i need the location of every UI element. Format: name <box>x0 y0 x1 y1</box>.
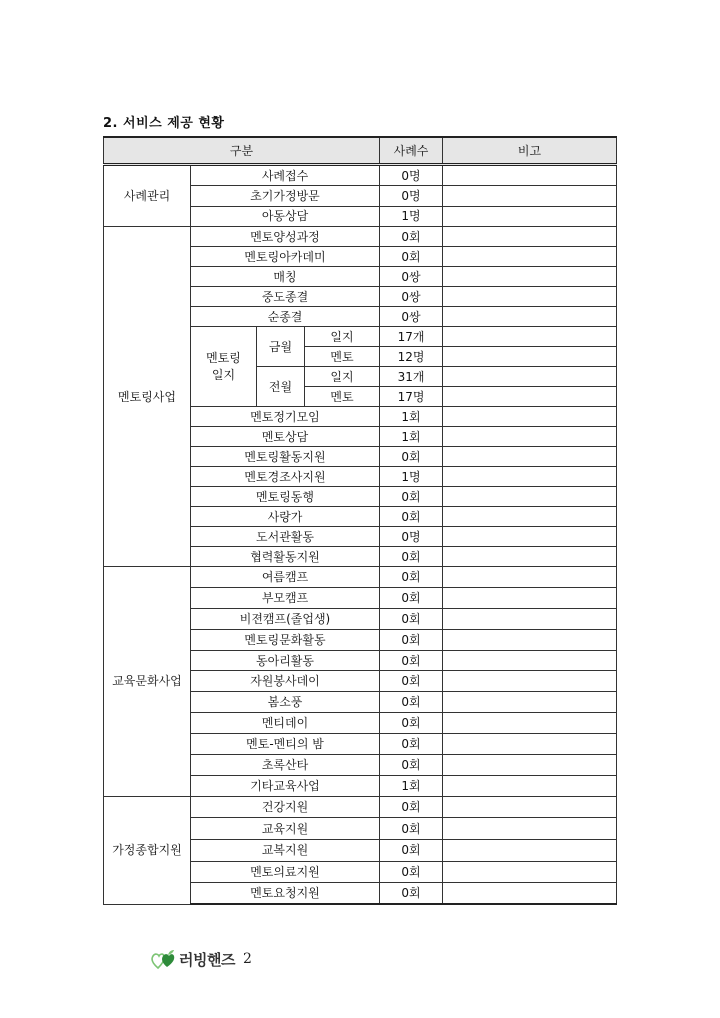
item-note <box>443 775 617 796</box>
table-row <box>104 227 617 247</box>
item-label: 멘토정기모임 <box>191 407 380 427</box>
item-label: 멘토링활동지원 <box>191 447 380 467</box>
item-count: 0쌍 <box>380 307 443 327</box>
item-note <box>443 267 617 287</box>
item-note <box>443 206 617 227</box>
item-label: 아동상담 <box>191 206 380 227</box>
item-label: 매칭 <box>191 267 380 287</box>
category-family: 가정종합지원 <box>104 796 191 904</box>
page-number: 2 <box>242 951 252 967</box>
item-label: 멘토의료지원 <box>191 861 380 883</box>
item-count: 0쌍 <box>380 267 443 287</box>
logo-text: 러빙핸즈 <box>179 950 235 969</box>
item-count: 0명 <box>380 527 443 547</box>
month-label: 금월 <box>257 327 305 367</box>
item-count: 0회 <box>380 629 443 650</box>
item-count: 0회 <box>380 692 443 713</box>
item-count: 0명 <box>380 186 443 207</box>
item-count: 0회 <box>380 671 443 692</box>
item-note <box>443 650 617 671</box>
item-count: 0회 <box>380 861 443 883</box>
item-label: 순종결 <box>191 307 380 327</box>
item-label: 일지 <box>305 367 380 387</box>
item-note <box>443 713 617 734</box>
item-label: 여름캠프 <box>191 567 380 588</box>
item-label: 초기가정방문 <box>191 186 380 207</box>
item-note <box>443 287 617 307</box>
item-label: 중도종결 <box>191 287 380 307</box>
category-mentoring: 멘토링사업 <box>104 227 191 567</box>
item-label: 비젼캠프(졸업생) <box>191 608 380 629</box>
item-note <box>443 527 617 547</box>
item-label: 도서관활동 <box>191 527 380 547</box>
item-note <box>443 608 617 629</box>
item-label: 교복지원 <box>191 839 380 861</box>
item-count: 0회 <box>380 650 443 671</box>
item-label: 자원봉사데이 <box>191 671 380 692</box>
month-label: 전월 <box>257 367 305 407</box>
header-category: 구분 <box>104 137 380 165</box>
table-header-row <box>104 137 617 165</box>
item-label: 멘토링문화활동 <box>191 629 380 650</box>
item-count: 31개 <box>380 367 443 387</box>
item-label: 멘티데이 <box>191 713 380 734</box>
service-table <box>103 136 617 905</box>
item-count: 1회 <box>380 407 443 427</box>
item-count: 0회 <box>380 713 443 734</box>
item-count: 0회 <box>380 507 443 527</box>
item-label: 멘토요청지원 <box>191 883 380 905</box>
item-note <box>443 487 617 507</box>
header-note: 비고 <box>443 137 617 165</box>
item-note <box>443 839 617 861</box>
item-count: 0회 <box>380 755 443 776</box>
table-row <box>104 567 617 588</box>
item-count: 0회 <box>380 796 443 818</box>
item-label: 협력활동지원 <box>191 547 380 567</box>
item-label: 멘토상담 <box>191 427 380 447</box>
item-note <box>443 818 617 840</box>
table-row <box>104 796 617 818</box>
item-count: 0회 <box>380 839 443 861</box>
item-note <box>443 796 617 818</box>
item-count: 0쌍 <box>380 287 443 307</box>
item-count: 0회 <box>380 587 443 608</box>
item-count: 17명 <box>380 387 443 407</box>
item-label: 기타교육사업 <box>191 775 380 796</box>
item-count: 0회 <box>380 883 443 905</box>
item-note <box>443 755 617 776</box>
item-note <box>443 165 617 186</box>
item-label: 사랑가 <box>191 507 380 527</box>
item-note <box>443 387 617 407</box>
item-label: 멘토양성과정 <box>191 227 380 247</box>
item-note <box>443 587 617 608</box>
item-count: 0회 <box>380 547 443 567</box>
item-label: 사례접수 <box>191 165 380 186</box>
item-note <box>443 327 617 347</box>
item-count: 0명 <box>380 165 443 186</box>
item-note <box>443 427 617 447</box>
header-count: 사례수 <box>380 137 443 165</box>
item-count: 0회 <box>380 734 443 755</box>
item-label: 교육지원 <box>191 818 380 840</box>
item-count: 1명 <box>380 467 443 487</box>
category-education: 교육문화사업 <box>104 567 191 797</box>
item-label: 초록산타 <box>191 755 380 776</box>
item-note <box>443 186 617 207</box>
item-label: 일지 <box>305 327 380 347</box>
item-count: 0회 <box>380 567 443 588</box>
item-note <box>443 307 617 327</box>
item-label: 멘토-멘티의 밤 <box>191 734 380 755</box>
item-label: 부모캠프 <box>191 587 380 608</box>
item-note <box>443 567 617 588</box>
item-count: 0회 <box>380 227 443 247</box>
item-label: 멘토경조사지원 <box>191 467 380 487</box>
item-label: 멘토링동행 <box>191 487 380 507</box>
item-note <box>443 629 617 650</box>
item-label: 멘토 <box>305 347 380 367</box>
item-count: 17개 <box>380 327 443 347</box>
item-label: 봄소풍 <box>191 692 380 713</box>
item-count: 1회 <box>380 775 443 796</box>
item-note <box>443 734 617 755</box>
item-count: 12명 <box>380 347 443 367</box>
two-hearts-leaf-icon <box>150 948 176 970</box>
table-row <box>104 165 617 186</box>
item-note <box>443 507 617 527</box>
footer-logo <box>150 946 252 972</box>
item-note <box>443 347 617 367</box>
item-note <box>443 447 617 467</box>
journal-label: 멘토링 일지 <box>191 327 257 407</box>
item-note <box>443 861 617 883</box>
item-note <box>443 227 617 247</box>
item-count: 0회 <box>380 608 443 629</box>
item-label: 동아리활동 <box>191 650 380 671</box>
item-note <box>443 883 617 905</box>
item-count: 0회 <box>380 447 443 467</box>
item-note <box>443 467 617 487</box>
item-note <box>443 547 617 567</box>
item-note <box>443 407 617 427</box>
item-note <box>443 367 617 387</box>
item-note <box>443 247 617 267</box>
item-count: 0회 <box>380 818 443 840</box>
item-label: 멘토링아카데미 <box>191 247 380 267</box>
category-case: 사례관리 <box>104 165 191 227</box>
item-note <box>443 692 617 713</box>
item-label: 건강지원 <box>191 796 380 818</box>
section-title: 2. 서비스 제공 현황 <box>103 116 225 131</box>
item-label: 멘토 <box>305 387 380 407</box>
item-count: 0회 <box>380 487 443 507</box>
item-count: 0회 <box>380 247 443 267</box>
item-note <box>443 671 617 692</box>
item-count: 1명 <box>380 206 443 227</box>
item-count: 1회 <box>380 427 443 447</box>
